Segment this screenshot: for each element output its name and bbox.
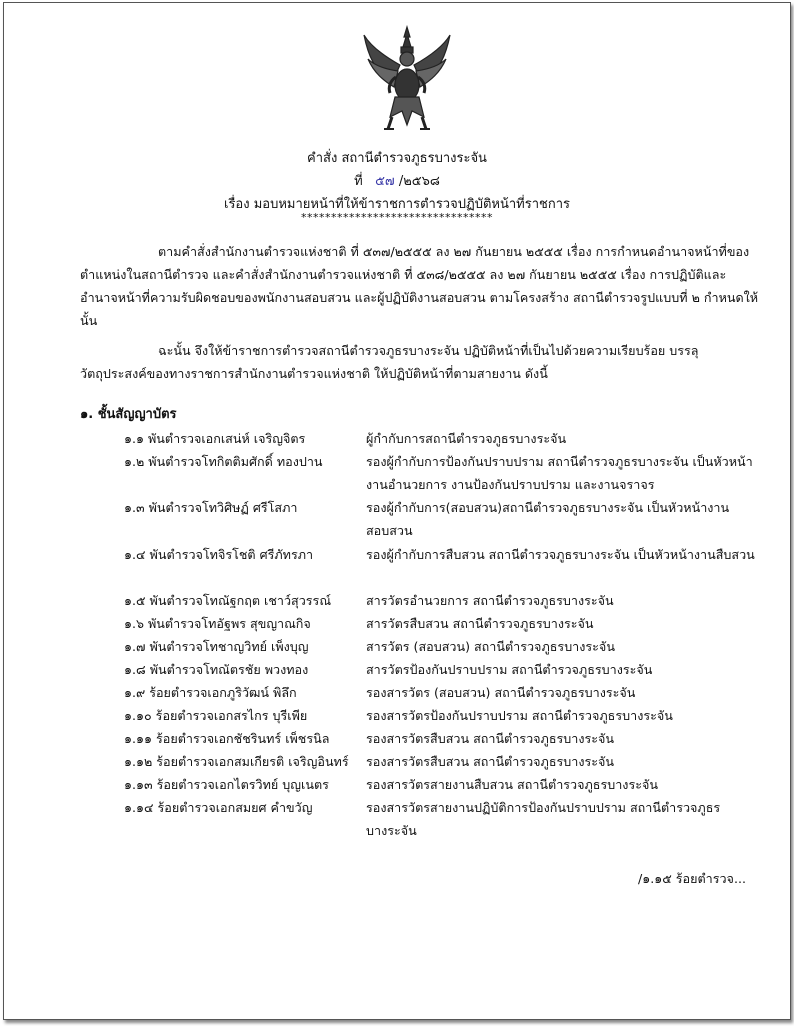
officer-position: ผู้กำกับการสถานีตำรวจภูธรบางระจัน (366, 431, 567, 446)
order-number (4, 170, 790, 191)
officer-name: ๑.๑๓ ร้อยตำรวจเอกไตรวิทย์ บุญเนตร (124, 777, 329, 792)
officer-name: ๑.๓ พันตำรวจโทวิศิษฏ์ ศรีโสภา (124, 500, 298, 515)
officer-position: สารวัตรสืบสวน สถานีตำรวจภูธรบางระจัน (366, 616, 594, 631)
continuation-note: /๑.๑๕ ร้อยตำรวจ... (638, 871, 746, 886)
officer-position: สารวัตร (สอบสวน) สถานีตำรวจภูธรบางระจัน (366, 639, 615, 654)
directive-text: ฉะนั้น จึงให้ข้าราชการตำรวจสถานีตำรวจภูธรบางระจัน ปฏิบัติหน้าที่เป็นไปด้วยความเรียบร้อย บรรลุวัตถุประสงค์ของทางราชการสำนักงานตำรวจแห่งชาติ ให้ปฏิบัติหน้าที่ตามสายงาน ดังนี้ (80, 343, 699, 381)
preamble-text: ตามคำสั่งสำนักงานตำรวจแห่งชาติ ที่ ๕๓๗/๒๕๕๕ ลง ๒๗ กันยายน ๒๕๕๕ เรื่อง การกำหนดอำนาจหน้าที่ของตำแหน่งในสถานีตำรวจ และคำสั่งสำนักงานตำรวจแห่งชาติ ที่ ๕๓๘/๒๕๕๕ ลง ๒๗ กันยายน ๒๕๕๕ เรื่อง การปฏิบัติและอำนาจหน้าที่ความรับผิดชอบของพนักงานสอบสวน และผู้ปฏิบัติงานสอบสวน ตามโครงสร้าง สถานีตำรวจรูปแบบที่ ๒ กำหนดให้ นั้น (80, 244, 759, 328)
officer-name: ๑.๘ พันตำรวจโทณัตรชัย พวงทอง (124, 662, 309, 677)
section-heading: ๑. ชั้นสัญญาบัตร (80, 407, 177, 422)
officer-name: ๑.๖ พันตำรวจโทอัฐพร สุขญาณกิจ (124, 616, 311, 631)
order-number-value: ๕๗ (375, 174, 395, 189)
officer-position: รองสารวัตรสายงานปฏิบัติการป้องกันปราบปราม สถานีตำรวจภูธรบางระจัน (366, 800, 721, 838)
officer-name: ๑.๔ พันตำรวจโทจิรโชติ ศรีภัทรภา (124, 547, 314, 562)
order-number-year: /๒๕๖๘ (398, 174, 440, 189)
officer-name: ๑.๕ พันตำรวจโทณัฐกฤต เชาว์สุวรรณ์ (124, 593, 332, 608)
officer-position: รองสารวัตรสืบสวน สถานีตำรวจภูธรบางระจัน (366, 754, 615, 769)
garuda-emblem-icon (362, 25, 452, 133)
officer-position: รองสารวัตรป้องกันปราบปราม สถานีตำรวจภูธรบางระจัน (366, 708, 673, 723)
officer-position: รองผู้กำกับการ(สอบสวน)สถานีตำรวจภูธรบางระจัน เป็นหัวหน้างานสอบสวน (366, 500, 730, 538)
officer-name: ๑.๑๒ ร้อยตำรวจเอกสมเกียรติ เจริญอินทร์ (124, 754, 349, 769)
officer-position: สารวัตรอำนวยการ สถานีตำรวจภูธรบางระจัน (366, 593, 614, 608)
preamble-paragraph (80, 240, 760, 332)
officer-position: รองผู้กำกับการป้องกันปราบปราม สถานีตำรวจภูธรบางระจัน เป็นหัวหน้างานอำนวยการ งานป้องกันปราบปราม และงานจราจร (366, 454, 753, 492)
officer-position: รองสารวัตรสายงานสืบสวน สถานีตำรวจภูธรบางระจัน (366, 777, 658, 792)
directive-paragraph (80, 339, 760, 385)
officer-position: รองสารวัตรสืบสวน สถานีตำรวจภูธรบางระจัน (366, 731, 615, 746)
order-subject: เรื่อง มอบหมายหน้าที่ให้ข้าราชการตำรวจปฏิบัติหน้าที่ราชการ (224, 197, 570, 212)
order-number-prefix: ที่ (354, 174, 363, 189)
order-title: คำสั่ง สถานีตำรวจภูธรบางระจัน (307, 151, 487, 166)
officer-name: ๑.๙ ร้อยตำรวจเอกภูริวัฒน์ พิลึก (124, 685, 297, 700)
officer-name: ๑.๑๐ ร้อยตำรวจเอกสรไกร บุรีเพีย (124, 708, 308, 723)
officer-name: ๑.๒ พันตำรวจโทกิตติมศักดิ์ ทองปาน (124, 454, 323, 469)
officer-position: สารวัตรป้องกันปราบปราม สถานีตำรวจภูธรบางระจัน (366, 662, 653, 677)
officer-name: ๑.๑๔ ร้อยตำรวจเอกสมยศ คำขวัญ (124, 800, 313, 815)
document-page (3, 2, 791, 1020)
officer-name: ๑.๑ พันตำรวจเอกเสน่ห์ เจริญจิตร (124, 431, 306, 446)
officer-name: ๑.๑๑ ร้อยตำรวจเอกชัชรินทร์ เพ็ชรนิล (124, 731, 330, 746)
officer-position: รองสารวัตร (สอบสวน) สถานีตำรวจภูธรบางระจัน (366, 685, 636, 700)
separator-line: ******************************** (301, 211, 493, 224)
officer-name: ๑.๗ พันตำรวจโทชาญวิทย์ เพ็งบุญ (124, 639, 309, 654)
officer-position: รองผู้กำกับการสืบสวน สถานีตำรวจภูธรบางระจัน เป็นหัวหน้างานสืบสวน (366, 547, 755, 562)
